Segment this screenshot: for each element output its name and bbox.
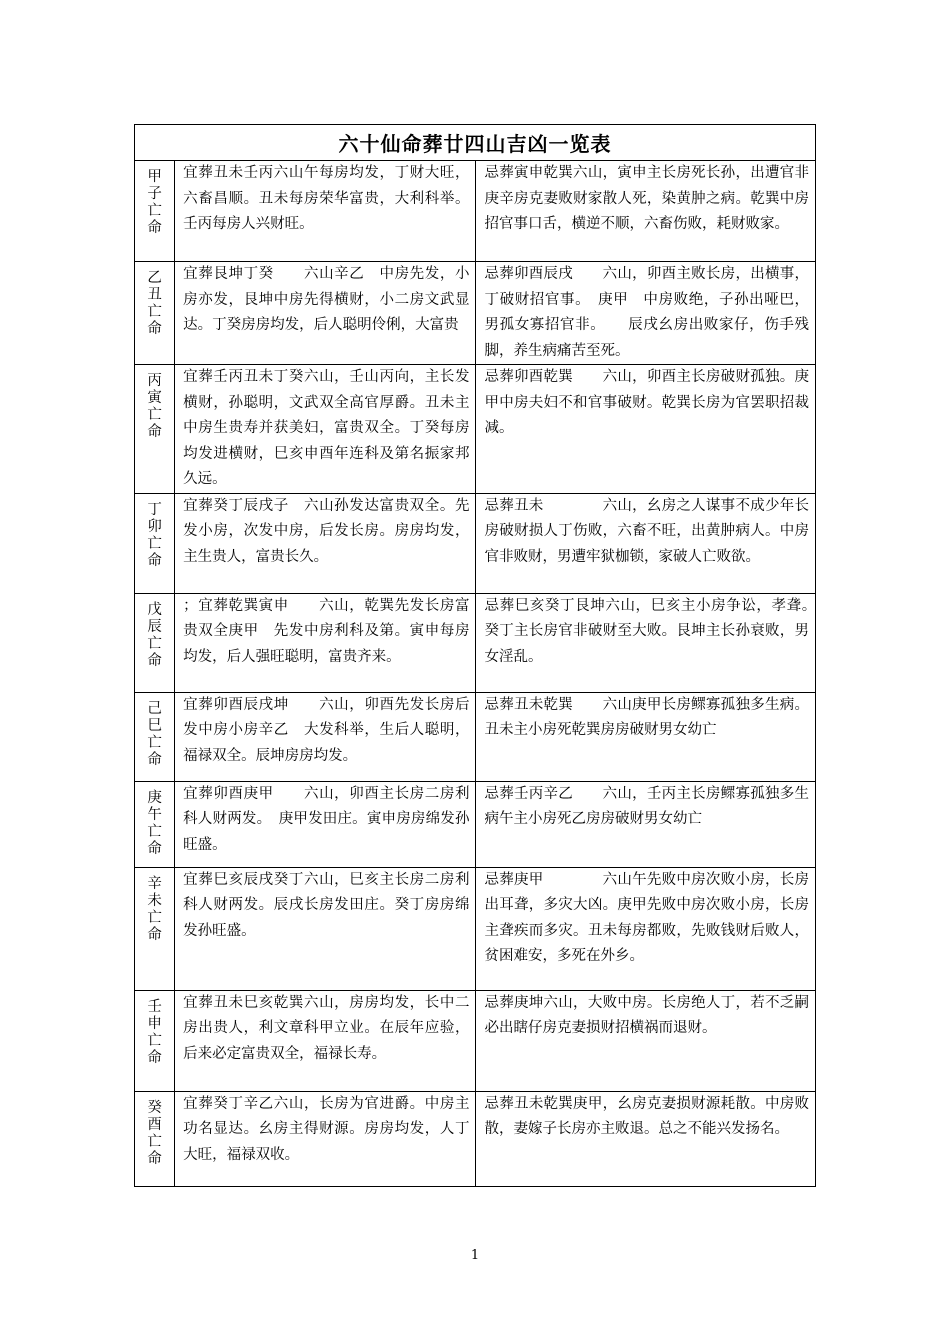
table-row (135, 990, 816, 1091)
auspicious-cell: 宜葬艮坤丁癸 六山辛乙 中房先发，小房亦发，艮坤中房先得横财，小二房文武显达。丁癸房房均发，后人聪明伶俐，大富贵 (175, 262, 476, 365)
row-label-text (135, 790, 174, 858)
label-char: 丁 (147, 501, 162, 518)
label-char: 亡 (147, 1032, 162, 1049)
row-label-text (135, 169, 174, 237)
page-number: 1 (470, 1248, 480, 1263)
label-char: 丑 (147, 287, 162, 303)
row-label-text (135, 602, 174, 670)
label-char: 子 (147, 186, 162, 202)
table-row (135, 365, 816, 494)
table-row (135, 1091, 816, 1186)
label-char: 命 (147, 751, 162, 768)
label-char: 命 (147, 1049, 162, 1066)
label-char: 亡 (147, 407, 162, 423)
inauspicious-cell: 忌葬卯酉乾巽 六山，卯酉主长房破财孤独。庚甲中房夫妇不和官事破财。乾巽长房为官罢职招裁减。 (476, 365, 816, 494)
row-label (135, 593, 175, 692)
row-label (135, 990, 175, 1091)
table-row (135, 262, 816, 365)
inauspicious-cell: 忌葬丑未乾巽庚甲，幺房克妻损财源耗散。中房败散，妻嫁子长房亦主败退。总之不能兴发扬名。 (476, 1091, 816, 1186)
table-row (135, 867, 816, 990)
auspicious-cell: 宜葬壬丙丑未丁癸六山，壬山丙向，主长发横财，孙聪明，文武双全高官厚爵。丑未主中房生贵寿并获美妇，富贵双全。丁癸每房均发进横财，巳亥申酉年连科及第名振家邦久远。 (175, 365, 476, 494)
inauspicious-cell: 忌葬巳亥癸丁艮坤六山，巳亥主小房争讼，孝聋。 癸丁主长房官非破财至大败。艮坤主长孙衰败，男女淫乱。 (476, 593, 816, 692)
fortune-table (134, 124, 838, 1187)
auspicious-cell: 宜葬巳亥辰戌癸丁六山，巳亥主长房二房利科人财两发。辰戌长房发田庄。癸丁房房绵发孙旺盛。 (175, 867, 476, 990)
label-char: 亡 (147, 823, 162, 840)
auspicious-cell: 宜葬卯酉辰戌坤 六山，卯酉先发长房后发中房小房辛乙 大发科举，生后人聪明，福禄双全。辰坤房房均发。 (175, 692, 476, 781)
label-char: 乙 (147, 270, 162, 286)
table-row (135, 593, 816, 692)
label-char: 命 (147, 926, 162, 943)
row-label (135, 493, 175, 593)
table-row (135, 493, 816, 593)
label-char: 亡 (147, 203, 162, 219)
label-char: 命 (147, 552, 162, 569)
label-char: 己 (147, 700, 162, 717)
inauspicious-cell: 忌葬丑未乾巽 六山庚甲长房鳏寡孤独多生病。丑未主小房死乾巽房房破财男女幼亡 (476, 692, 816, 781)
row-label-text (135, 876, 174, 944)
auspicious-cell: 宜葬癸丁辰戌子 六山孙发达富贵双全。先发小房，次发中房，后发长房。房房均发，主生贵人，富贵长久。 (175, 493, 476, 593)
row-label (135, 262, 175, 365)
label-char: 午 (147, 806, 162, 823)
label-char: 戊 (147, 601, 162, 618)
inauspicious-cell: 忌葬庚坤六山，大败中房。长房绝人丁，若不乏嗣必出瞎仔房克妻损财招横祸而退财。 (476, 990, 816, 1091)
inauspicious-cell: 忌葬寅申乾巽六山，寅申主长房死长孙，出遭官非庚辛房克妻败财家散人死，染黄肿之病。乾巽中房招官事口舌，横逆不顺，六畜伤败，耗财败家。 (476, 161, 816, 262)
row-label (135, 161, 175, 262)
label-char: 未 (147, 892, 162, 909)
table-row (135, 781, 816, 867)
table-title: 六十仙命葬廿四山吉凶一览表 (135, 125, 816, 161)
label-char: 命 (147, 840, 162, 857)
row-label (135, 1091, 175, 1186)
label-char: 酉 (147, 1116, 162, 1133)
row-label (135, 867, 175, 990)
row-label (135, 365, 175, 494)
label-char: 亡 (147, 535, 162, 552)
label-char: 寅 (147, 390, 162, 406)
label-char: 亡 (147, 909, 162, 926)
label-char: 丙 (147, 373, 162, 389)
inauspicious-cell: 忌葬壬丙辛乙 六山，壬丙主长房鳏寡孤独多生病午主小房死乙房房破财男女幼亡 (476, 781, 816, 867)
title-row (135, 125, 816, 161)
auspicious-cell: ；宜葬乾巽寅申 六山，乾巽先发长房富贵双全庚甲 先发中房利科及第。寅申每房均发，后人强旺聪明，富贵齐来。 (175, 593, 476, 692)
inauspicious-cell: 忌葬卯酉辰戌 六山，卯酉主败长房，出横事，丁破财招官事。 庚甲 中房败绝，子孙出哑巴，男孤女寡招官非。 辰戌幺房出败家仔，伤手残脚，养生病痛苦至死。 (476, 262, 816, 365)
label-char: 癸 (147, 1099, 162, 1116)
auspicious-cell: 宜葬癸丁辛乙六山，长房为官进爵。中房主功名显达。幺房主得财源。房房均发，人丁大旺，福禄双收。 (175, 1091, 476, 1186)
label-char: 命 (147, 652, 162, 669)
label-char: 亡 (147, 1133, 162, 1150)
row-label-text (135, 270, 174, 338)
row-label-text (135, 999, 174, 1067)
table-row (135, 692, 816, 781)
label-char: 亡 (147, 304, 162, 320)
row-label-text (135, 502, 174, 570)
auspicious-cell: 宜葬丑未壬丙六山午每房均发，丁财大旺，六畜昌顺。丑未每房荣华富贵，大利科举。壬丙每房人兴财旺。 (175, 161, 476, 262)
row-label-text (135, 373, 174, 441)
inauspicious-cell: 忌葬丑未 六山，幺房之人谋事不成少年长房破财损人丁伤败，六畜不旺，出黄肿病人。中房官非败财，男遭牢狱枷锁，家破人亡败欲。 (476, 493, 816, 593)
row-label-text (135, 701, 174, 769)
label-char: 命 (147, 321, 162, 337)
inauspicious-cell: 忌葬庚甲 六山午先败中房次败小房，长房出耳聋，多灾大凶。庚甲先败中房次败小房，长房主聋疾而多灾。丑未每房都败，先败钱财后败人，贫困难安，多死在外乡。 (476, 867, 816, 990)
auspicious-cell: 宜葬卯酉庚甲 六山，卯酉主长房二房利科人财两发。 庚甲发田庄。寅申房房绵发孙旺盛。 (175, 781, 476, 867)
label-char: 命 (147, 220, 162, 236)
row-label (135, 781, 175, 867)
label-char: 辰 (147, 618, 162, 635)
label-char: 庚 (147, 789, 162, 806)
row-label (135, 692, 175, 781)
label-char: 命 (147, 424, 162, 440)
label-char: 甲 (147, 169, 162, 185)
label-char: 辛 (147, 875, 162, 892)
label-char: 壬 (147, 998, 162, 1015)
label-char: 亡 (147, 635, 162, 652)
table-row (135, 161, 816, 262)
label-char: 申 (147, 1015, 162, 1032)
row-label-text (135, 1100, 174, 1168)
label-char: 命 (147, 1150, 162, 1167)
label-char: 卯 (147, 518, 162, 535)
label-char: 巳 (147, 717, 162, 734)
label-char: 亡 (147, 734, 162, 751)
auspicious-cell: 宜葬丑未巳亥乾巽六山，房房均发，长中二房出贵人，利文章科甲立业。在辰年应验，后来必定富贵双全，福禄长寿。 (175, 990, 476, 1091)
